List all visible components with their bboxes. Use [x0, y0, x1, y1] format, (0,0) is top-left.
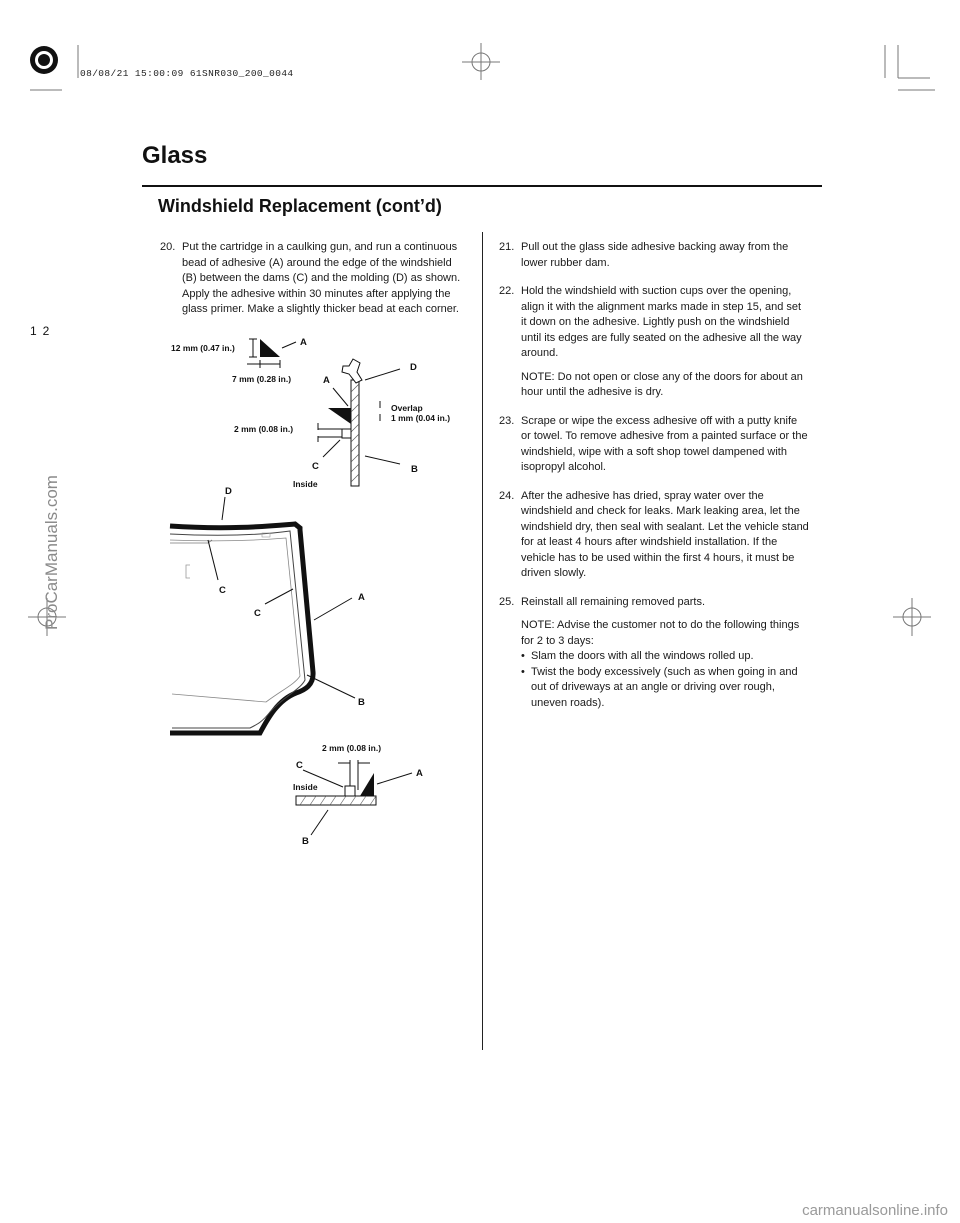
step-number: 21. — [499, 241, 515, 253]
print-stamp: 08/08/21 15:00:09 61SNR030_200_0044 — [80, 68, 294, 79]
callout-letter: A — [300, 337, 307, 348]
step-text: Hold the windshield with suction cups over the opening, align it with the alignment marks made in step 15, and set it down on the adhesive. Lightly push on the windshield until its edges are fully seated on the adhesive all the way around. — [521, 285, 802, 359]
step-number: 25. — [499, 595, 515, 608]
section-subtitle: Windshield Replacement (cont’d) — [158, 196, 442, 216]
step-text: Pull out the glass side adhesive backing away from the lower rubber dam. — [521, 241, 789, 269]
step-text: Reinstall all remaining removed parts. — [521, 595, 706, 608]
page-number: 12 — [30, 324, 56, 338]
dimension-label: 2 mm (0.08 in.) — [322, 743, 382, 753]
step-number: 20. — [160, 241, 176, 253]
step-text: Scrape or wipe the excess adhesive off with a putty knife or towel. To remove adhesive from a painted surface or the windshield, wipe with a soft shop towel dampened with isopropyl alcohol. — [521, 414, 808, 473]
inside-label: Inside — [293, 782, 318, 792]
callout-letter: C — [312, 461, 319, 472]
bottom-section-diagram — [296, 760, 412, 835]
dimension-label: 1 mm (0.04 in.) — [391, 413, 451, 423]
step-number: 24. — [499, 489, 515, 502]
callout-letter: A — [323, 375, 330, 386]
step-number: 23. — [499, 414, 515, 427]
callout-letter: D — [225, 486, 232, 497]
inside-label: Inside — [293, 479, 318, 489]
watermark: ProCarManuals.com — [42, 475, 61, 630]
callout-letter: B — [358, 697, 365, 708]
step-number: 22. — [499, 285, 515, 297]
step-note: NOTE: Advise the customer not to do the following things for 2 to 3 days: — [521, 619, 800, 647]
dimension-label: 12 mm (0.47 in.) — [171, 343, 235, 353]
dimension-label: 7 mm (0.28 in.) — [232, 374, 292, 384]
windshield-outline — [170, 497, 355, 733]
callout-letter: C — [219, 585, 226, 596]
step-text: After the adhesive has dried, spray water over the windshield and check for leaks. Mark leaking area, let the windshield dry, then seal with sealant. Let the vehicle stand for at least 4 hours after windshield installation. If the vehicle has to be used within the first 4 hours, it must be driven slowly. — [521, 489, 809, 579]
step-note: NOTE: Do not open or close any of the doors for about an hour until the adhesive is dry. — [521, 370, 803, 398]
dimension-label: 2 mm (0.08 in.) — [234, 424, 294, 434]
overlap-label: Overlap — [391, 403, 423, 413]
callout-letter: A — [358, 592, 365, 603]
list-item: • Slam the doors with all the windows rolled up. — [521, 649, 809, 665]
step-text: Put the cartridge in a caulking gun, and run a continuous bead of adhesive (A) around the edge of the windshield (B) between the dams (C) and the molding (D) as shown. Apply the adhesive within 30 minutes after applying the glass primer. Make a slightly thicker bead at each corner. — [182, 241, 461, 315]
callout-letter: D — [410, 362, 417, 373]
callout-letter: C — [254, 608, 261, 619]
page-title: Glass — [142, 142, 208, 169]
callout-letter: B — [411, 464, 418, 475]
callout-letter: A — [416, 768, 423, 779]
bead-profile-diagram — [247, 339, 400, 486]
footer-watermark: carmanualsonline.info — [802, 1202, 948, 1219]
list-item: • Twist the body excessively (such as when going in and out of driveways at an angle or driving over rough, uneven roads). — [521, 665, 809, 712]
callout-letter: B — [302, 836, 309, 847]
callout-letter: C — [296, 760, 303, 771]
